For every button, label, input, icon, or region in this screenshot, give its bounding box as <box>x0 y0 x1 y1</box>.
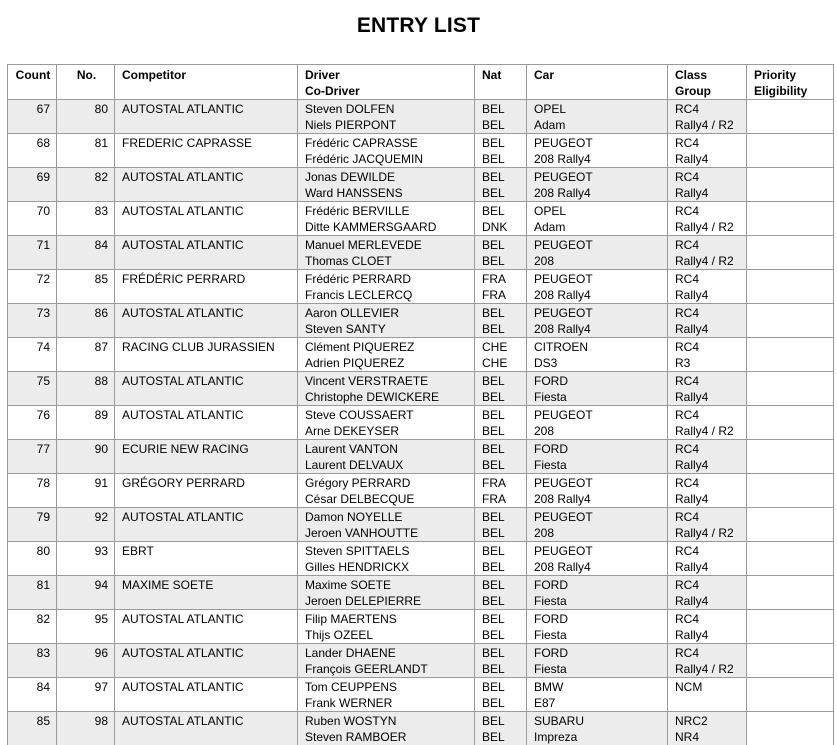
entry-car-model: Fiesta <box>527 627 668 644</box>
entry-codriver: Christophe DEWICKERE <box>298 389 475 406</box>
entry-driver-nat: BEL <box>475 168 527 186</box>
entry-car-model: DS3 <box>527 355 668 372</box>
entry-codriver: François GEERLANDT <box>298 661 475 678</box>
entry-count: 69 <box>8 168 57 202</box>
entry-group: Rally4 / R2 <box>668 423 747 440</box>
entry-codriver-nat: BEL <box>475 389 527 406</box>
entry-driver: Steve COUSSAERT <box>298 406 475 424</box>
entry-codriver-nat: BEL <box>475 321 527 338</box>
table-row <box>8 678 834 696</box>
entry-car-model: 208 Rally4 <box>527 491 668 508</box>
entry-competitor: EBRT <box>115 542 298 576</box>
entry-driver-nat: BEL <box>475 610 527 628</box>
entry-driver-nat: BEL <box>475 372 527 390</box>
entry-number: 96 <box>57 644 115 678</box>
entry-car-make: PEUGEOT <box>527 270 668 288</box>
entry-number: 93 <box>57 542 115 576</box>
entry-car-model: 208 Rally4 <box>527 287 668 304</box>
entry-driver-nat: FRA <box>475 270 527 288</box>
entry-driver: Laurent VANTON <box>298 440 475 458</box>
entry-count: 81 <box>8 576 57 610</box>
entry-priority <box>747 236 834 270</box>
entry-class: RC4 <box>668 304 747 322</box>
header-car: Car <box>527 65 668 100</box>
entry-car-model: 208 Rally4 <box>527 559 668 576</box>
entry-driver: Steven DOLFEN <box>298 100 475 118</box>
entry-car-model: 208 Rally4 <box>527 151 668 168</box>
entry-class: RC4 <box>668 508 747 526</box>
entry-driver-nat: BEL <box>475 644 527 662</box>
header-competitor: Competitor <box>115 65 298 100</box>
entry-competitor: MAXIME SOETE <box>115 576 298 610</box>
entry-count: 78 <box>8 474 57 508</box>
entry-class: RC4 <box>668 270 747 288</box>
entry-class: RC4 <box>668 542 747 560</box>
table-row <box>8 134 834 152</box>
entry-codriver-nat: BEL <box>475 457 527 474</box>
entry-car-make: PEUGEOT <box>527 542 668 560</box>
page-title: ENTRY LIST <box>0 14 837 38</box>
entry-competitor: FRÉDÉRIC PERRARD <box>115 270 298 304</box>
entry-class: RC4 <box>668 610 747 628</box>
entry-codriver: Thomas CLOET <box>298 253 475 270</box>
table-row <box>8 338 834 356</box>
entry-competitor: AUTOSTAL ATLANTIC <box>115 168 298 202</box>
entry-driver: Frédéric PERRARD <box>298 270 475 288</box>
entry-count: 67 <box>8 100 57 134</box>
entry-priority <box>747 372 834 406</box>
entry-group: Rally4 <box>668 185 747 202</box>
entry-driver-nat: BEL <box>475 406 527 424</box>
entry-priority <box>747 134 834 168</box>
table-row <box>8 508 834 526</box>
entry-car-make: FORD <box>527 440 668 458</box>
entry-codriver-nat: BEL <box>475 423 527 440</box>
entry-driver-nat: BEL <box>475 712 527 730</box>
entry-car-make: FORD <box>527 644 668 662</box>
entry-priority <box>747 202 834 236</box>
entry-priority <box>747 576 834 610</box>
entry-competitor: AUTOSTAL ATLANTIC <box>115 610 298 644</box>
table-row <box>8 236 834 254</box>
entry-competitor: AUTOSTAL ATLANTIC <box>115 508 298 542</box>
entry-car-make: SUBARU <box>527 712 668 730</box>
entry-codriver-nat: BEL <box>475 185 527 202</box>
entry-driver: Frédéric BERVILLE <box>298 202 475 220</box>
entry-codriver: Jeroen VANHOUTTE <box>298 525 475 542</box>
entry-driver-nat: BEL <box>475 236 527 254</box>
entry-car-make: PEUGEOT <box>527 134 668 152</box>
entry-driver-nat: CHE <box>475 338 527 356</box>
entry-count: 85 <box>8 712 57 745</box>
entry-priority <box>747 100 834 134</box>
entry-driver-nat: BEL <box>475 134 527 152</box>
entry-competitor: GRÉGORY PERRARD <box>115 474 298 508</box>
entry-number: 94 <box>57 576 115 610</box>
entry-driver: Aaron OLLEVIER <box>298 304 475 322</box>
entry-number: 97 <box>57 678 115 712</box>
entry-driver: Frédéric CAPRASSE <box>298 134 475 152</box>
entry-class: RC4 <box>668 100 747 118</box>
entry-car-make: PEUGEOT <box>527 168 668 186</box>
entry-car-model: 208 <box>527 525 668 542</box>
entry-group: Rally4 <box>668 491 747 508</box>
entry-competitor: AUTOSTAL ATLANTIC <box>115 372 298 406</box>
entry-group: Rally4 / R2 <box>668 219 747 236</box>
entry-group: Rally4 / R2 <box>668 117 747 134</box>
entry-codriver: Laurent DELVAUX <box>298 457 475 474</box>
entry-priority <box>747 678 834 712</box>
entry-group: Rally4 <box>668 321 747 338</box>
entry-car-model: 208 Rally4 <box>527 185 668 202</box>
entry-class: RC4 <box>668 134 747 152</box>
entry-codriver: César DELBECQUE <box>298 491 475 508</box>
entry-priority <box>747 338 834 372</box>
entry-codriver-nat: BEL <box>475 661 527 678</box>
entry-number: 83 <box>57 202 115 236</box>
entry-competitor: AUTOSTAL ATLANTIC <box>115 644 298 678</box>
entry-codriver: Gilles HENDRICKX <box>298 559 475 576</box>
header-driver: Driver Co-Driver <box>298 65 475 100</box>
entry-driver-nat: BEL <box>475 202 527 220</box>
entry-car-model: 208 <box>527 253 668 270</box>
entry-priority <box>747 270 834 304</box>
entry-car-model: Fiesta <box>527 457 668 474</box>
entry-group: Rally4 <box>668 593 747 610</box>
header-class-group: Class Group <box>668 65 747 100</box>
entry-number: 92 <box>57 508 115 542</box>
entry-priority <box>747 304 834 338</box>
entry-codriver-nat: BEL <box>475 729 527 745</box>
entry-count: 79 <box>8 508 57 542</box>
entry-driver: Filip MAERTENS <box>298 610 475 628</box>
entry-count: 76 <box>8 406 57 440</box>
entry-codriver-nat: BEL <box>475 151 527 168</box>
entry-competitor: AUTOSTAL ATLANTIC <box>115 712 298 745</box>
entry-priority <box>747 610 834 644</box>
entry-class: RC4 <box>668 338 747 356</box>
entry-competitor: AUTOSTAL ATLANTIC <box>115 236 298 270</box>
entry-number: 85 <box>57 270 115 304</box>
entry-codriver: Jeroen DELEPIERRE <box>298 593 475 610</box>
entry-class: RC4 <box>668 168 747 186</box>
entry-car-model: Fiesta <box>527 661 668 678</box>
entry-number: 95 <box>57 610 115 644</box>
table-row <box>8 542 834 560</box>
entry-codriver-nat: BEL <box>475 593 527 610</box>
entry-car-make: FORD <box>527 610 668 628</box>
entry-driver: Ruben WOSTYN <box>298 712 475 730</box>
entry-driver-nat: BEL <box>475 678 527 696</box>
entry-class: RC4 <box>668 202 747 220</box>
entry-driver: Grégory PERRARD <box>298 474 475 492</box>
entry-codriver: Adrien PIQUEREZ <box>298 355 475 372</box>
entry-group: Rally4 / R2 <box>668 525 747 542</box>
entry-driver: Steven SPITTAELS <box>298 542 475 560</box>
entry-codriver: Steven SANTY <box>298 321 475 338</box>
entry-number: 98 <box>57 712 115 745</box>
entry-number: 82 <box>57 168 115 202</box>
entry-competitor: AUTOSTAL ATLANTIC <box>115 406 298 440</box>
table-row <box>8 440 834 458</box>
entry-number: 88 <box>57 372 115 406</box>
entry-driver-nat: BEL <box>475 508 527 526</box>
entry-class: RC4 <box>668 474 747 492</box>
entry-group: Rally4 <box>668 151 747 168</box>
entry-car-make: FORD <box>527 576 668 594</box>
entry-number: 87 <box>57 338 115 372</box>
entry-car-make: PEUGEOT <box>527 474 668 492</box>
entry-car-make: OPEL <box>527 100 668 118</box>
entry-competitor: AUTOSTAL ATLANTIC <box>115 202 298 236</box>
entry-group: Rally4 / R2 <box>668 661 747 678</box>
entry-codriver: Frédéric JACQUEMIN <box>298 151 475 168</box>
entry-car-make: PEUGEOT <box>527 508 668 526</box>
entry-car-model: Adam <box>527 117 668 134</box>
entry-class: RC4 <box>668 440 747 458</box>
table-row <box>8 712 834 730</box>
header-no: No. <box>57 65 115 100</box>
entry-codriver: Francis LECLERCQ <box>298 287 475 304</box>
entry-count: 74 <box>8 338 57 372</box>
entry-car-make: PEUGEOT <box>527 304 668 322</box>
entry-priority <box>747 508 834 542</box>
entry-count: 84 <box>8 678 57 712</box>
table-row <box>8 406 834 424</box>
entry-codriver: Steven RAMBOER <box>298 729 475 745</box>
entry-driver: Jonas DEWILDE <box>298 168 475 186</box>
entry-car-model: E87 <box>527 695 668 712</box>
header-priority-eligibility: Priority Eligibility <box>747 65 834 100</box>
entry-codriver-nat: FRA <box>475 491 527 508</box>
entry-car-model: 208 Rally4 <box>527 321 668 338</box>
entry-car-model: Impreza <box>527 729 668 745</box>
entry-codriver: Ward HANSSENS <box>298 185 475 202</box>
entry-count: 71 <box>8 236 57 270</box>
entry-class: RC4 <box>668 236 747 254</box>
entry-number: 86 <box>57 304 115 338</box>
entries-body <box>8 100 834 745</box>
entry-group: NR4 <box>668 729 747 745</box>
entry-count: 72 <box>8 270 57 304</box>
entry-priority <box>747 168 834 202</box>
entry-codriver-nat: BEL <box>475 559 527 576</box>
entry-group: Rally4 <box>668 627 747 644</box>
entry-priority <box>747 406 834 440</box>
entry-priority <box>747 712 834 745</box>
entry-codriver: Niels PIERPONT <box>298 117 475 134</box>
entry-car-model: Adam <box>527 219 668 236</box>
entry-driver-nat: BEL <box>475 304 527 322</box>
entry-priority <box>747 440 834 474</box>
entry-driver-nat: BEL <box>475 576 527 594</box>
entry-competitor: AUTOSTAL ATLANTIC <box>115 304 298 338</box>
entry-group <box>668 695 747 712</box>
entry-driver: Vincent VERSTRAETE <box>298 372 475 390</box>
entry-count: 70 <box>8 202 57 236</box>
entry-codriver: Ditte KAMMERSGAARD <box>298 219 475 236</box>
table-row <box>8 644 834 662</box>
entry-group: Rally4 <box>668 457 747 474</box>
entry-driver: Damon NOYELLE <box>298 508 475 526</box>
entry-count: 75 <box>8 372 57 406</box>
entry-driver-nat: BEL <box>475 440 527 458</box>
entry-class: RC4 <box>668 406 747 424</box>
entry-competitor: AUTOSTAL ATLANTIC <box>115 678 298 712</box>
entry-class: NRC2 <box>668 712 747 730</box>
entry-list-table <box>7 64 834 745</box>
entry-number: 80 <box>57 100 115 134</box>
entry-driver-nat: FRA <box>475 474 527 492</box>
entry-class: RC4 <box>668 644 747 662</box>
entry-codriver-nat: BEL <box>475 627 527 644</box>
entry-priority <box>747 542 834 576</box>
table-row <box>8 168 834 186</box>
entry-count: 68 <box>8 134 57 168</box>
entry-car-make: CITROEN <box>527 338 668 356</box>
entry-codriver-nat: BEL <box>475 525 527 542</box>
entry-group: Rally4 / R2 <box>668 253 747 270</box>
entry-driver: Manuel MERLEVEDE <box>298 236 475 254</box>
table-row <box>8 270 834 288</box>
entry-class: NCM <box>668 678 747 696</box>
table-row <box>8 372 834 390</box>
entry-group: Rally4 <box>668 287 747 304</box>
entry-car-model: Fiesta <box>527 593 668 610</box>
entry-count: 83 <box>8 644 57 678</box>
entry-count: 82 <box>8 610 57 644</box>
table-row <box>8 610 834 628</box>
header-row <box>8 65 834 100</box>
entry-class: RC4 <box>668 576 747 594</box>
entry-car-make: BMW <box>527 678 668 696</box>
entry-codriver-nat: BEL <box>475 117 527 134</box>
entry-car-make: FORD <box>527 372 668 390</box>
table-row <box>8 474 834 492</box>
entry-number: 81 <box>57 134 115 168</box>
entry-driver: Tom CEUPPENS <box>298 678 475 696</box>
entry-competitor: ECURIE NEW RACING <box>115 440 298 474</box>
header-count: Count <box>8 65 57 100</box>
entry-car-make: PEUGEOT <box>527 406 668 424</box>
entry-number: 84 <box>57 236 115 270</box>
entry-number: 89 <box>57 406 115 440</box>
entry-driver-nat: BEL <box>475 100 527 118</box>
entry-priority <box>747 644 834 678</box>
entry-group: Rally4 <box>668 389 747 406</box>
entry-codriver-nat: DNK <box>475 219 527 236</box>
entry-codriver: Arne DEKEYSER <box>298 423 475 440</box>
entry-codriver: Frank WERNER <box>298 695 475 712</box>
header-nat: Nat <box>475 65 527 100</box>
table-row <box>8 100 834 118</box>
entry-competitor: AUTOSTAL ATLANTIC <box>115 100 298 134</box>
entry-competitor: RACING CLUB JURASSIEN <box>115 338 298 372</box>
entry-competitor: FREDERIC CAPRASSE <box>115 134 298 168</box>
entry-class: RC4 <box>668 372 747 390</box>
entry-priority <box>747 474 834 508</box>
entry-group: Rally4 <box>668 559 747 576</box>
entry-driver: Clément PIQUEREZ <box>298 338 475 356</box>
entry-car-make: OPEL <box>527 202 668 220</box>
entry-count: 73 <box>8 304 57 338</box>
entry-group: R3 <box>668 355 747 372</box>
entry-codriver: Thijs OZEEL <box>298 627 475 644</box>
entry-number: 90 <box>57 440 115 474</box>
entry-car-model: 208 <box>527 423 668 440</box>
entry-count: 80 <box>8 542 57 576</box>
entry-codriver-nat: CHE <box>475 355 527 372</box>
table-row <box>8 576 834 594</box>
entry-number: 91 <box>57 474 115 508</box>
table-row <box>8 304 834 322</box>
entry-driver-nat: BEL <box>475 542 527 560</box>
entry-codriver-nat: BEL <box>475 695 527 712</box>
entry-codriver-nat: BEL <box>475 253 527 270</box>
entry-codriver-nat: FRA <box>475 287 527 304</box>
entry-driver: Lander DHAENE <box>298 644 475 662</box>
entry-car-model: Fiesta <box>527 389 668 406</box>
entry-count: 77 <box>8 440 57 474</box>
entry-car-make: PEUGEOT <box>527 236 668 254</box>
entry-driver: Maxime SOETE <box>298 576 475 594</box>
table-row <box>8 202 834 220</box>
